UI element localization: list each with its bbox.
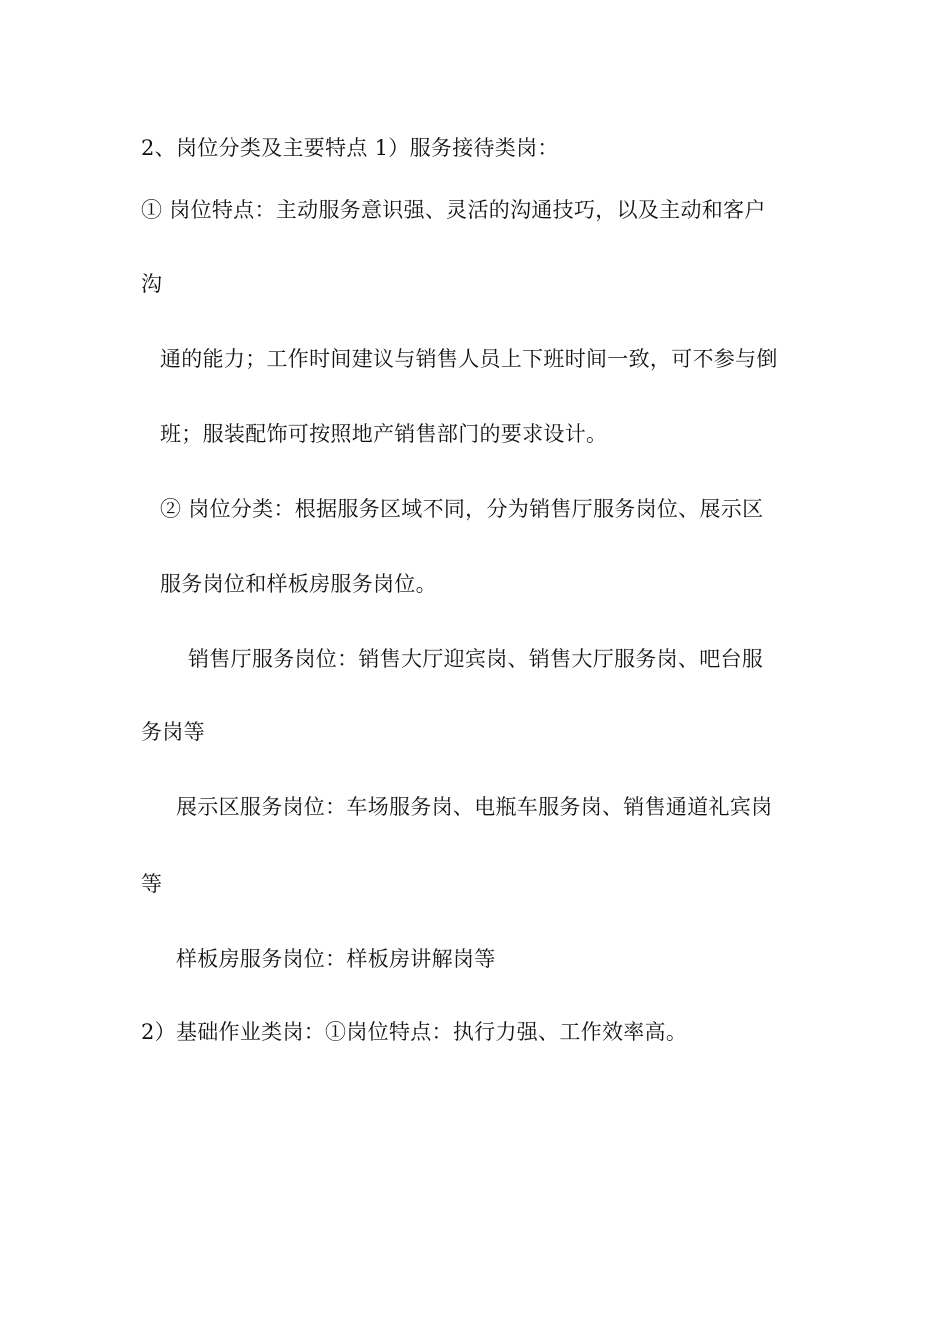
paragraph-line: 销售厅服务岗位：销售大厅迎宾岗、销售大厅服务岗、吧台服: [188, 647, 764, 671]
section-heading-basic-posts: 2）基础作业类岗：①岗位特点：执行力强、工作效率高。: [141, 1020, 688, 1044]
paragraph-line: 服务岗位和样板房服务岗位。: [160, 572, 437, 596]
paragraph-line: 务岗等: [141, 720, 205, 744]
paragraph-line: 展示区服务岗位：车场服务岗、电瓶车服务岗、销售通道礼宾岗: [176, 795, 773, 819]
paragraph-line: 班；服装配饰可按照地产销售部门的要求设计。: [160, 422, 608, 446]
paragraph-line: 等: [141, 872, 163, 896]
section-heading-service-posts: 2、岗位分类及主要特点 1）服务接待类岗：: [141, 136, 559, 160]
paragraph-line: ① 岗位特点：主动服务意识强、灵活的沟通技巧，以及主动和客户: [141, 198, 766, 222]
paragraph-line: ② 岗位分类：根据服务区域不同，分为销售厅服务岗位、展示区: [160, 497, 764, 521]
paragraph-line: 沟: [141, 272, 163, 296]
paragraph-line: 通的能力；工作时间建议与销售人员上下班时间一致，可不参与倒: [160, 347, 778, 371]
paragraph-line: 样板房服务岗位：样板房讲解岗等: [176, 947, 496, 971]
